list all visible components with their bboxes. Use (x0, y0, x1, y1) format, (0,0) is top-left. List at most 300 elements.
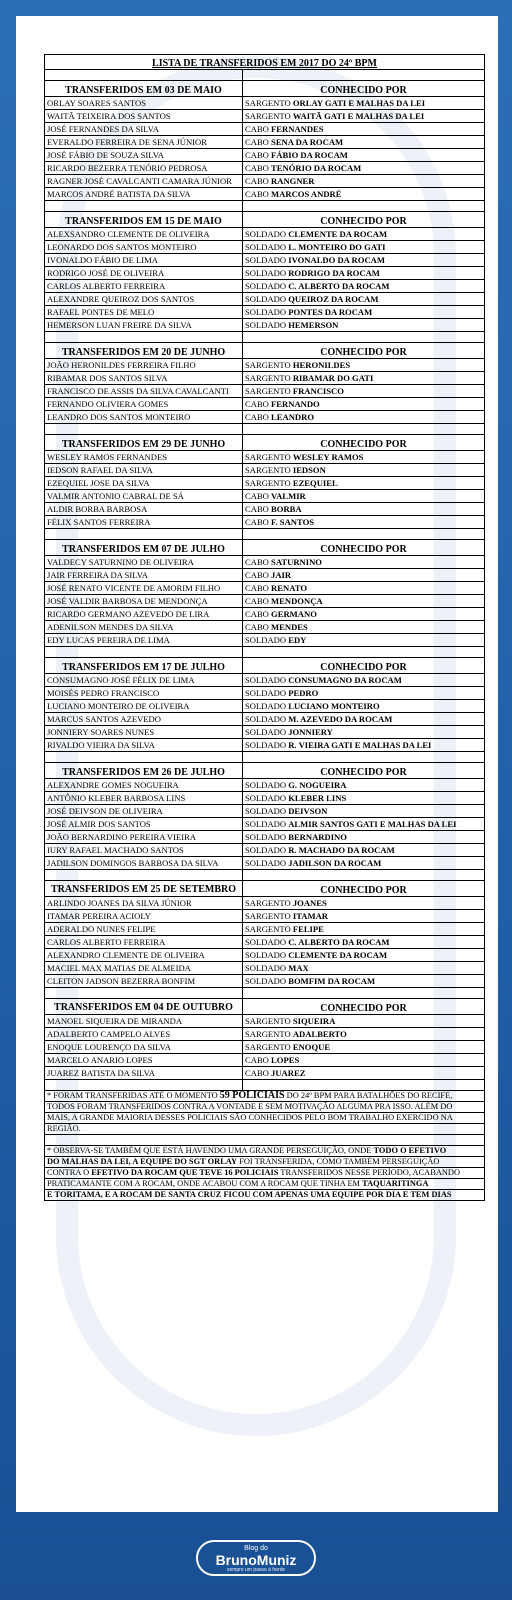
officer-nickname: ORLAY GATI E MALHAS DA LEI (292, 97, 426, 108)
table-row (45, 936, 485, 949)
officer-name: JOSÉ DEIVSON DE OLIVEIRA (45, 805, 243, 818)
note-line (45, 1102, 485, 1113)
table-row (45, 110, 485, 123)
officer-nickname: R. VIEIRA GATI E MALHAS DA LEI (288, 739, 432, 750)
officer-nickname: FERNANDO (271, 398, 320, 409)
table-row (45, 726, 485, 739)
table-row (45, 1015, 485, 1028)
section-header (45, 435, 485, 451)
note-text: TRANSFERIDOS NESSE PERÍODO, ACABANDO (280, 1168, 461, 1177)
officer-rank: CABO (245, 608, 269, 619)
officer-nickname: C. ALBERTO DA ROCAM (288, 280, 390, 291)
officer-rank: CABO (245, 123, 269, 134)
note-text: * OBSERVA-SE TAMBÉM QUE ESTÁ HAVENDO UMA GRANDE PERSEGUIÇÃO, ONDE (47, 1146, 372, 1155)
known-as-cell (243, 319, 485, 332)
officer-name: RICARDO BEZERRA TENÓRIO PEDROSA (45, 162, 243, 175)
officer-nickname: WESLEY RAMOS (292, 451, 364, 462)
table-row (45, 621, 485, 634)
known-as-cell (243, 123, 485, 136)
section-date-heading: TRANSFERIDOS EM 17 DE JULHO (45, 658, 243, 674)
officer-nickname: ALMIR SANTOS GATI E MALHAS DA LEI (288, 818, 457, 829)
table-row (45, 608, 485, 621)
officer-name: CARLOS ALBERTO FERREIRA (45, 280, 243, 293)
officer-name: LUCIANO MONTEIRO DE OLIVEIRA (45, 700, 243, 713)
known-as-cell (243, 936, 485, 949)
officer-name: ALEXANDRO CLEMENTE DE OLIVEIRA (45, 949, 243, 962)
blog-logo[interactable] (196, 1540, 316, 1576)
officer-rank: SOLDADO (245, 254, 287, 265)
note-line (45, 1146, 485, 1157)
officer-rank: CABO (245, 516, 269, 527)
known-as-cell (243, 136, 485, 149)
officer-rank: SOLDADO (245, 818, 287, 829)
officer-rank: SOLDADO (245, 949, 287, 960)
officer-nickname: CLEMENTE DA ROCAM (288, 949, 388, 960)
known-as-cell (243, 490, 485, 503)
known-as-cell (243, 792, 485, 805)
officer-nickname: EDY (288, 634, 307, 645)
known-as-cell (243, 1028, 485, 1041)
officer-rank: SARGENTO (245, 1041, 291, 1052)
officer-nickname: BERNARDINO (288, 831, 347, 842)
table-row (45, 818, 485, 831)
known-as-cell (243, 687, 485, 700)
table-row (45, 1054, 485, 1067)
officer-nickname: MENDONÇA (271, 595, 323, 606)
officer-rank: SOLDADO (245, 726, 287, 737)
table-row (45, 293, 485, 306)
officer-rank: SARGENTO (245, 1015, 291, 1026)
note-line (45, 1190, 485, 1201)
officer-rank: CABO (245, 175, 269, 186)
officer-nickname: FRANCISCO (292, 385, 344, 396)
table-row (45, 280, 485, 293)
table-row (45, 136, 485, 149)
officer-nickname: SIQUEIRA (292, 1015, 336, 1026)
officer-nickname: MARCOS ANDRÉ (271, 188, 342, 199)
officer-name: WAITÃ TEIXEIRA DOS SANTOS (45, 110, 243, 123)
table-row (45, 97, 485, 110)
transfer-table (44, 54, 485, 1201)
officer-rank: SOLDADO (245, 228, 287, 239)
officer-rank: SARGENTO (245, 110, 291, 121)
officer-nickname: R. MACHADO DA ROCAM (288, 844, 395, 855)
officer-nickname: FELIPE (292, 923, 324, 934)
known-as-heading: CONHECIDO POR (243, 81, 485, 97)
note-text: PRATICAMANTE COM A ROCAM, ONDE ACABOU COM A ROCAM QUE TINHA EM (47, 1179, 361, 1188)
known-as-cell (243, 372, 485, 385)
officer-name: JOSÉ FÁBIO DE SOUZA SILVA (45, 149, 243, 162)
known-as-cell (243, 477, 485, 490)
known-as-cell (243, 254, 485, 267)
known-as-cell (243, 910, 485, 923)
table-row (45, 687, 485, 700)
table-row (45, 162, 485, 175)
officer-rank: CABO (245, 556, 269, 567)
officer-name: RIBAMAR DOS SANTOS SILVA (45, 372, 243, 385)
officer-nickname: RODRIGO DA ROCAM (288, 267, 380, 278)
officer-nickname: JUAREZ (271, 1067, 306, 1078)
section-header (45, 81, 485, 97)
officer-rank: SOLDADO (245, 844, 287, 855)
officer-nickname: EZEQUIEL (292, 477, 338, 488)
table-row (45, 779, 485, 792)
officer-name: ARLINDO JOANES DA SILVA JÚNIOR (45, 897, 243, 910)
officer-nickname: JOANES (292, 897, 327, 908)
officer-rank: SOLDADO (245, 713, 287, 724)
officer-rank: CABO (245, 582, 269, 593)
officer-rank: CABO (245, 1054, 269, 1065)
known-as-cell (243, 359, 485, 372)
known-as-cell (243, 779, 485, 792)
section-date-heading: TRANSFERIDOS EM 15 DE MAIO (45, 212, 243, 228)
officer-name: IEDSON RAFAEL DA SILVA (45, 464, 243, 477)
known-as-cell (243, 293, 485, 306)
officer-name: JOSÉ VALDIR BARBOSA DE MENDONÇA (45, 595, 243, 608)
known-as-cell (243, 805, 485, 818)
officer-name: JOSÉ ALMIR DOS SANTOS (45, 818, 243, 831)
officer-nickname: LUCIANO MONTEIRO (288, 700, 380, 711)
officer-nickname: CONSUMAGNO DA ROCAM (288, 674, 402, 685)
officer-nickname: ENOQUE (292, 1041, 331, 1052)
known-as-cell (243, 1067, 485, 1080)
table-row (45, 306, 485, 319)
officer-name: IURY RAFAEL MACHADO SANTOS (45, 844, 243, 857)
known-as-cell (243, 97, 485, 110)
officer-rank: SOLDADO (245, 739, 287, 750)
table-row (45, 1041, 485, 1054)
table-row (45, 228, 485, 241)
officer-nickname: PEDRO (288, 687, 319, 698)
officer-name: JADILSON DOMINGOS BARBOSA DA SILVA (45, 857, 243, 870)
note-text: MAIS, A GRANDE MAIORIA DESSES POLICIAIS SÃO CONHECIDOS PELO BOM TRABALHO EXERCIDO NA (47, 1113, 453, 1122)
table-row (45, 241, 485, 254)
table-row (45, 319, 485, 332)
officer-nickname: IEDSON (292, 464, 326, 475)
officer-name: ADENILSON MENDES DA SILVA (45, 621, 243, 634)
section-date-heading: TRANSFERIDOS EM 26 DE JULHO (45, 763, 243, 779)
known-as-heading: CONHECIDO POR (243, 881, 485, 897)
section-header (45, 999, 485, 1015)
officer-name: EZEQUIEL JOSE DA SILVA (45, 477, 243, 490)
known-as-cell (243, 556, 485, 569)
officer-name: LEANDRO DOS SANTOS MONTEIRO (45, 411, 243, 424)
note-text: DO 24º BPM PARA BATALHÕES DO RECIFE, (286, 1091, 453, 1100)
officer-rank: CABO (245, 595, 269, 606)
officer-rank: CABO (245, 490, 269, 501)
known-as-cell (243, 398, 485, 411)
table-row (45, 674, 485, 687)
table-row (45, 149, 485, 162)
known-as-cell (243, 464, 485, 477)
section-header (45, 763, 485, 779)
officer-rank: CABO (245, 162, 269, 173)
officer-nickname: LEANDRO (271, 411, 315, 422)
officer-rank: CABO (245, 411, 269, 422)
officer-nickname: MAX (288, 962, 309, 973)
officer-rank: CABO (245, 1067, 269, 1078)
table-row (45, 254, 485, 267)
officer-nickname: ADALBERTO (292, 1028, 347, 1039)
document-title: LISTA DE TRANSFERIDOS EM 2017 DO 24º BPM (45, 55, 485, 70)
officer-name: ADERALDO NUNES FELIPE (45, 923, 243, 936)
officer-nickname: DEIVSON (288, 805, 328, 816)
section-date-heading: TRANSFERIDOS EM 20 DE JUNHO (45, 343, 243, 359)
section-header (45, 540, 485, 556)
table-row (45, 451, 485, 464)
known-as-cell (243, 831, 485, 844)
known-as-heading: CONHECIDO POR (243, 763, 485, 779)
known-as-heading: CONHECIDO POR (243, 435, 485, 451)
officer-nickname: M. AZEVEDO DA ROCAM (288, 713, 393, 724)
known-as-cell (243, 897, 485, 910)
logo-tagline: sempre um passo à frente (226, 1567, 286, 1573)
officer-nickname: JADILSON DA ROCAM (288, 857, 382, 868)
officer-name: MARCUS SANTOS AZEVEDO (45, 713, 243, 726)
officer-nickname: RIBAMAR DO GATI (292, 372, 374, 383)
officer-name: CARLOS ALBERTO FERREIRA (45, 936, 243, 949)
officer-rank: SARGENTO (245, 359, 291, 370)
note-text: DO MALHAS DA LEI, A EQUIPE DO SGT ORLAY (47, 1157, 238, 1166)
officer-name: RIVALDO VIEIRA DA SILVA (45, 739, 243, 752)
known-as-cell (243, 516, 485, 529)
known-as-heading: CONHECIDO POR (243, 343, 485, 359)
officer-rank: SOLDADO (245, 857, 287, 868)
officer-name: WESLEY RAMOS FERNANDES (45, 451, 243, 464)
note-text: 59 POLICIAIS (219, 1090, 285, 1101)
officer-rank: SARGENTO (245, 385, 291, 396)
table-row (45, 569, 485, 582)
officer-rank: SOLDADO (245, 293, 287, 304)
officer-rank: SOLDADO (245, 687, 287, 698)
known-as-heading: CONHECIDO POR (243, 212, 485, 228)
known-as-cell (243, 267, 485, 280)
known-as-cell (243, 1054, 485, 1067)
table-row (45, 844, 485, 857)
table-row (45, 556, 485, 569)
table-row (45, 372, 485, 385)
officer-name: JONNIERY SOARES NUNES (45, 726, 243, 739)
officer-rank: SOLDADO (245, 805, 287, 816)
officer-nickname: QUEIROZ DA ROCAM (288, 293, 379, 304)
table-row (45, 975, 485, 988)
known-as-cell (243, 595, 485, 608)
known-as-cell (243, 962, 485, 975)
officer-name: MOISÉS PEDRO FRANCISCO (45, 687, 243, 700)
known-as-cell (243, 411, 485, 424)
section-header (45, 212, 485, 228)
officer-rank: CABO (245, 621, 269, 632)
known-as-cell (243, 175, 485, 188)
officer-name: JAIR FERREIRA DA SILVA (45, 569, 243, 582)
note-text: CONTRA O (47, 1168, 90, 1177)
note-text: REGIÃO. (47, 1124, 81, 1133)
note-line (45, 1113, 485, 1124)
known-as-cell (243, 1041, 485, 1054)
known-as-cell (243, 713, 485, 726)
table-row (45, 805, 485, 818)
officer-name: ENOQUE LOURENÇO DA SILVA (45, 1041, 243, 1054)
table-row (45, 897, 485, 910)
note-line (45, 1091, 485, 1102)
logo-prefix: Blog do (244, 1545, 268, 1552)
officer-rank: SOLDADO (245, 634, 287, 645)
officer-nickname: HEMERSON (288, 319, 339, 330)
officer-name: HEMERSON LUAN FREIRE DA SILVA (45, 319, 243, 332)
officer-nickname: G. NOGUEIRA (288, 779, 347, 790)
officer-name: MANOEL SIQUEIRA DE MIRANDA (45, 1015, 243, 1028)
officer-name: ANTÔNIO KLEBER BARBOSA LINS (45, 792, 243, 805)
officer-name: CONSUMAGNO JOSÉ FÉLIX DE LIMA (45, 674, 243, 687)
officer-name: EDY LUCAS PEREIRA DE LIMA (45, 634, 243, 647)
officer-name: ORLAY SOARES SANTOS (45, 97, 243, 110)
officer-name: IVONALDO FÁBIO DE LIMA (45, 254, 243, 267)
officer-nickname: BORBA (271, 503, 302, 514)
note-text: FOI TRANSFERIDA, COMO TAMBÉM PERSEGUIÇÃO (239, 1157, 440, 1166)
officer-rank: SOLDADO (245, 975, 287, 986)
officer-rank: SARGENTO (245, 1028, 291, 1039)
officer-nickname: HERONILDES (292, 359, 351, 370)
officer-rank: SOLDADO (245, 280, 287, 291)
known-as-cell (243, 162, 485, 175)
note-text: EFETIVO DA ROCAM QUE TEVE 16 POLICIAIS (91, 1168, 279, 1177)
officer-nickname: GERMANO (271, 608, 317, 619)
note-text: TODO O EFETIVO (373, 1146, 447, 1155)
section-date-heading: TRANSFERIDOS EM 07 DE JULHO (45, 540, 243, 556)
officer-nickname: TENÓRIO DA ROCAM (271, 162, 362, 173)
note-text: TAQUARITINGA (362, 1179, 429, 1188)
known-as-cell (243, 569, 485, 582)
officer-rank: SARGENTO (245, 910, 291, 921)
section-header (45, 658, 485, 674)
table-row (45, 1067, 485, 1080)
known-as-cell (243, 634, 485, 647)
officer-rank: CABO (245, 398, 269, 409)
known-as-cell (243, 621, 485, 634)
officer-nickname: JONNIERY (288, 726, 333, 737)
officer-nickname: F. SANTOS (271, 516, 315, 527)
officer-name: ALDIR BORBA BARBOSA (45, 503, 243, 516)
table-row (45, 713, 485, 726)
known-as-cell (243, 739, 485, 752)
known-as-cell (243, 608, 485, 621)
known-as-cell (243, 451, 485, 464)
known-as-cell (243, 280, 485, 293)
table-row (45, 464, 485, 477)
officer-name: ALEXSANDRO CLEMENTE DE OLIVEIRA (45, 228, 243, 241)
note-line (45, 1179, 485, 1190)
officer-rank: SARGENTO (245, 464, 291, 475)
officer-name: ALEXANDRE QUEIROZ DOS SANTOS (45, 293, 243, 306)
officer-rank: SOLDADO (245, 700, 287, 711)
officer-name: ITAMAR PEREIRA ACIOLY (45, 910, 243, 923)
officer-nickname: RANGNER (271, 175, 315, 186)
section-header (45, 881, 485, 897)
officer-rank: SARGENTO (245, 372, 291, 383)
officer-nickname: SATURNINO (271, 556, 322, 567)
known-as-cell (243, 241, 485, 254)
table-row (45, 857, 485, 870)
known-as-cell (243, 188, 485, 201)
officer-name: JOÃO HERONILDES FERREIRA FILHO (45, 359, 243, 372)
known-as-cell (243, 949, 485, 962)
officer-rank: CABO (245, 149, 269, 160)
known-as-cell (243, 110, 485, 123)
known-as-heading: CONHECIDO POR (243, 658, 485, 674)
officer-rank: SOLDADO (245, 306, 287, 317)
officer-nickname: PONTES DA ROCAM (288, 306, 373, 317)
officer-rank: CABO (245, 136, 269, 147)
officer-nickname: LOPES (271, 1054, 300, 1065)
logo-name: BrunoMuniz (215, 1552, 297, 1568)
officer-nickname: SENA DA ROCAM (271, 136, 344, 147)
table-row (45, 582, 485, 595)
officer-rank: SOLDADO (245, 831, 287, 842)
officer-rank: SOLDADO (245, 319, 287, 330)
officer-name: ADALBERTO CAMPELO ALVES (45, 1028, 243, 1041)
table-row (45, 595, 485, 608)
officer-nickname: WAITÃ GATI E MALHAS DA LEI (292, 110, 425, 121)
table-row (45, 949, 485, 962)
section-date-heading: TRANSFERIDOS EM 03 DE MAIO (45, 81, 243, 97)
officer-rank: SOLDADO (245, 674, 287, 685)
table-row (45, 123, 485, 136)
table-row (45, 739, 485, 752)
table-row (45, 516, 485, 529)
table-row (45, 831, 485, 844)
officer-name: RICARDO GERMANO AZEVEDO DE LIRA (45, 608, 243, 621)
section-date-heading: TRANSFERIDOS EM 29 DE JUNHO (45, 435, 243, 451)
officer-name: JUAREZ BATISTA DA SILVA (45, 1067, 243, 1080)
officer-name: CLEITON JADSON BEZERRA BONFIM (45, 975, 243, 988)
officer-name: RAGNER JOSÉ CAVALCANTI CAMARA JÚNIOR (45, 175, 243, 188)
known-as-cell (243, 975, 485, 988)
known-as-cell (243, 149, 485, 162)
table-row (45, 634, 485, 647)
officer-nickname: C. ALBERTO DA ROCAM (288, 936, 390, 947)
known-as-cell (243, 923, 485, 936)
officer-name: MACIEL MAX MATIAS DE ALMEIDA (45, 962, 243, 975)
known-as-cell (243, 844, 485, 857)
officer-rank: SARGENTO (245, 897, 291, 908)
note-line (45, 1168, 485, 1179)
known-as-cell (243, 726, 485, 739)
note-line (45, 1157, 485, 1168)
known-as-cell (243, 582, 485, 595)
section-date-heading: TRANSFERIDOS EM 04 DE OUTUBRO (45, 999, 243, 1015)
officer-name: RODRIGO JOSÉ DE OLIVEIRA (45, 267, 243, 280)
officer-name: JOÃO BERNARDINO PEREIRA VIEIRA (45, 831, 243, 844)
known-as-cell (243, 1015, 485, 1028)
officer-rank: SARGENTO (245, 923, 291, 934)
officer-name: FRANCISCO DE ASSIS DA SILVA CAVALCANTI (45, 385, 243, 398)
officer-nickname: MENDES (271, 621, 308, 632)
officer-name: MARCELO ANARIO LOPES (45, 1054, 243, 1067)
note-text: TODOS FORAM TRANSFERIDOS CONTRA A VONTADE E SEM MOTIVAÇÃO ALGUMA PRA ISSO. ALÉM DO (47, 1102, 453, 1111)
officer-name: JOSÉ RENATO VICENTE DE AMORIM FILHO (45, 582, 243, 595)
note-text: * FORAM TRANSFERIDAS ATÉ O MOMENTO (47, 1091, 218, 1100)
known-as-cell (243, 674, 485, 687)
known-as-cell (243, 700, 485, 713)
officer-rank: SOLDADO (245, 936, 287, 947)
officer-name: VALMIR ANTONIO CABRAL DE SÁ (45, 490, 243, 503)
table-row (45, 411, 485, 424)
table-row (45, 1028, 485, 1041)
table-row (45, 477, 485, 490)
known-as-heading: CONHECIDO POR (243, 540, 485, 556)
document-paper (16, 16, 498, 1512)
known-as-cell (243, 818, 485, 831)
